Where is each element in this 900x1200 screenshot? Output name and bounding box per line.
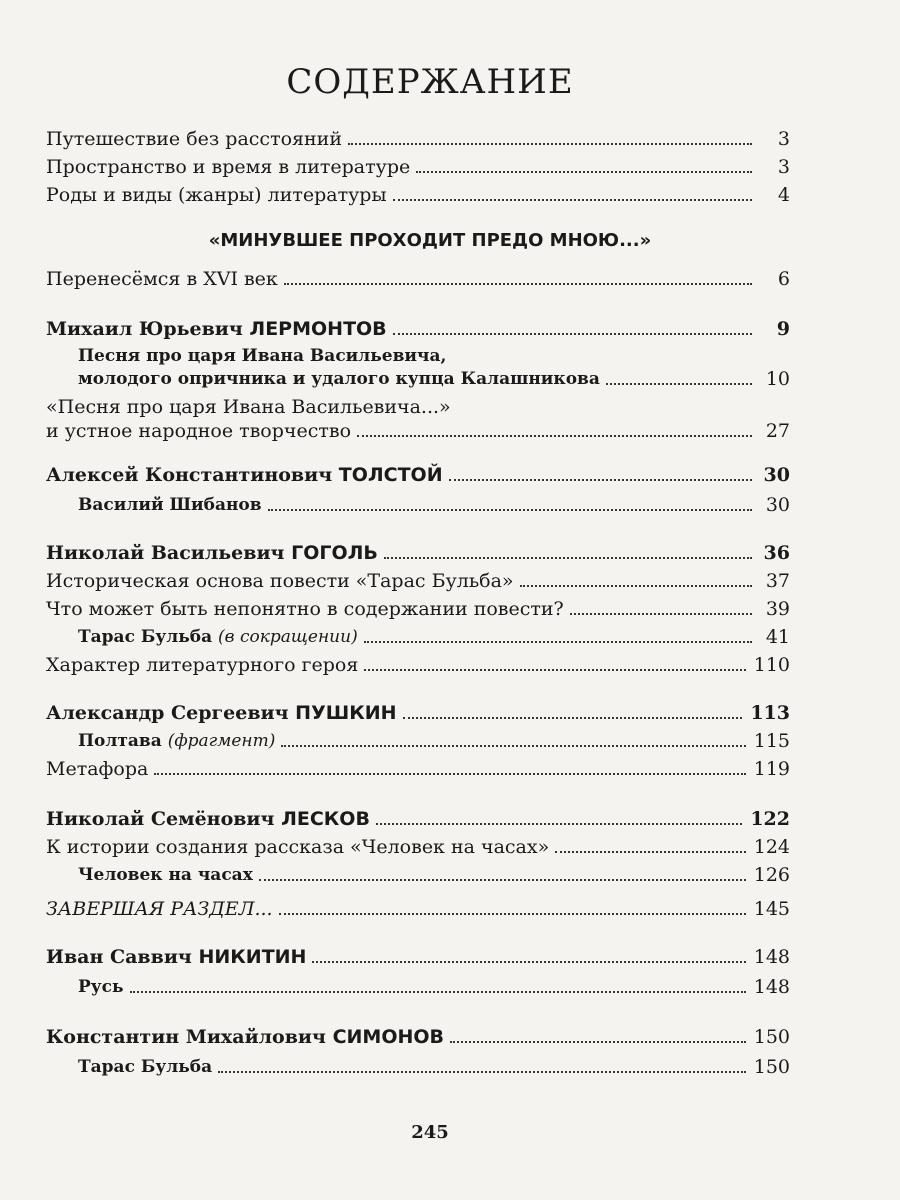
pesnya-folk-line1: «Песня про царя Ивана Васильевича...» xyxy=(46,396,451,418)
entry-note: (фрагмент) xyxy=(167,731,276,751)
leader-dots xyxy=(570,613,752,615)
entry-page: 126 xyxy=(753,864,790,886)
leader-dots xyxy=(259,879,746,881)
author-surname: СИМОНОВ xyxy=(332,1026,445,1048)
author-name: Константин Михайлович xyxy=(46,1026,326,1048)
leader-dots xyxy=(279,913,746,915)
entry-page: 122 xyxy=(750,808,790,830)
author-surname: ЛЕРМОНТОВ xyxy=(249,318,387,340)
entry-label: Историческая основа повести «Тарас Бульба» xyxy=(46,570,514,592)
toc-entry-finishing-section[interactable] xyxy=(46,898,790,920)
leader-dots xyxy=(364,641,752,643)
entry-page: 145 xyxy=(753,898,790,920)
entry-label: К истории создания рассказа «Человек на часах» xyxy=(46,836,550,858)
entry-label: молодого опричника и удалого купца Калашникова xyxy=(78,369,600,389)
entry-page: 41 xyxy=(765,626,790,648)
entry-label: Что может быть непонятно в содержании повести? xyxy=(46,598,564,620)
entry-page: 113 xyxy=(750,702,790,724)
toc-author-leskov[interactable] xyxy=(46,808,790,830)
entry-page: 6 xyxy=(777,268,790,290)
toc-entry-poltava[interactable] xyxy=(78,730,790,752)
leader-dots xyxy=(393,199,752,201)
entry-page: 36 xyxy=(763,542,790,564)
entry-page: 4 xyxy=(777,184,790,206)
entry-page: 110 xyxy=(753,654,790,676)
leader-dots xyxy=(281,745,745,747)
toc-entry-man-on-watch[interactable] xyxy=(78,864,790,886)
entry-page: 30 xyxy=(763,464,790,486)
section-heading: «МИНУВШЕЕ ПРОХОДИТ ПРЕДО МНОЮ...» xyxy=(208,230,652,251)
leader-dots xyxy=(130,991,746,993)
author-surname: ПУШКИН xyxy=(295,702,397,724)
author-name: Алексей Константинович xyxy=(46,464,333,486)
toc-entry-genres[interactable] xyxy=(46,184,790,206)
toc-author-simonov[interactable] xyxy=(46,1026,790,1048)
author-name: Михаил Юрьевич xyxy=(46,318,243,340)
toc-entry-taras-bulba[interactable] xyxy=(78,626,790,648)
toc-entry-travel[interactable] xyxy=(46,128,790,150)
entry-page: 30 xyxy=(765,494,790,516)
leader-dots xyxy=(416,171,752,173)
leader-dots xyxy=(393,333,752,335)
toc-entry-story-history[interactable] xyxy=(46,836,790,858)
toc-entry-rus[interactable] xyxy=(78,976,790,998)
toc-entry-pesnya[interactable] xyxy=(78,368,790,390)
entry-page: 10 xyxy=(765,368,790,390)
entry-page: 37 xyxy=(765,570,790,592)
toc-entry-shibanov[interactable] xyxy=(78,494,790,516)
entry-label: и устное народное творчество xyxy=(46,420,352,442)
leader-dots xyxy=(268,509,752,511)
entry-page: 9 xyxy=(776,318,790,340)
toc-author-nikitin[interactable] xyxy=(46,946,790,968)
leader-dots xyxy=(357,435,752,437)
entry-page: 150 xyxy=(753,1026,790,1048)
author-surname: ТОЛСТОЙ xyxy=(338,464,443,486)
leader-dots xyxy=(218,1071,746,1073)
entry-label: Характер литературного героя xyxy=(46,654,359,676)
pesnya-title-line1: Песня про царя Ивана Васильевича, xyxy=(78,346,447,366)
entry-page: 148 xyxy=(753,946,790,968)
author-surname: ЛЕСКОВ xyxy=(281,808,370,830)
leader-dots xyxy=(520,585,752,587)
toc-entry-space-time[interactable] xyxy=(46,156,790,178)
toc-entry-taras-poem[interactable] xyxy=(78,1056,790,1078)
leader-dots xyxy=(450,1041,746,1043)
author-surname: ГОГОЛЬ xyxy=(291,542,378,564)
toc-author-gogol[interactable] xyxy=(46,542,790,564)
leader-dots xyxy=(376,823,742,825)
entry-note: (в сокращении) xyxy=(218,627,358,647)
toc-entry-metaphor[interactable] xyxy=(46,758,790,780)
leader-dots xyxy=(384,557,752,559)
toc-entry-character[interactable] xyxy=(46,654,790,676)
author-name: Николай Семёнович xyxy=(46,808,275,830)
toc-entry-xvi-century[interactable] xyxy=(46,268,790,290)
entry-label: Тарас Бульба xyxy=(78,1057,213,1077)
author-surname: НИКИТИН xyxy=(198,946,307,968)
entry-label: Перенесёмся в XVI век xyxy=(46,268,278,290)
author-name: Александр Сергеевич xyxy=(46,702,289,724)
entry-label: Человек на часах xyxy=(78,865,253,885)
entry-label: Путешествие без расстояний xyxy=(46,128,342,150)
toc-author-pushkin[interactable] xyxy=(46,702,790,724)
leader-dots xyxy=(154,773,745,775)
entry-page: 3 xyxy=(777,128,790,150)
entry-label: Метафора xyxy=(46,758,149,780)
leader-dots xyxy=(449,479,752,481)
toc-author-lermontov[interactable] xyxy=(46,318,790,340)
entry-label: Полтава xyxy=(78,731,162,751)
entry-page: 3 xyxy=(777,156,790,178)
author-name: Николай Васильевич xyxy=(46,542,285,564)
page-title: СОДЕРЖАНИЕ xyxy=(286,62,574,102)
entry-label: ЗАВЕРШАЯ РАЗДЕЛ... xyxy=(46,898,273,920)
leader-dots xyxy=(348,143,752,145)
entry-page: 119 xyxy=(753,758,790,780)
entry-label: Русь xyxy=(78,977,124,997)
leader-dots xyxy=(312,961,745,963)
entry-label: Василий Шибанов xyxy=(78,495,262,515)
page-number: 245 xyxy=(411,1122,449,1143)
leader-dots xyxy=(364,669,745,671)
toc-entry-historical[interactable] xyxy=(46,570,790,592)
entry-page: 115 xyxy=(753,730,790,752)
entry-page: 124 xyxy=(753,836,790,858)
leader-dots xyxy=(606,383,752,385)
leader-dots xyxy=(284,283,752,285)
leader-dots xyxy=(555,851,746,853)
entry-label: Пространство и время в литературе xyxy=(46,156,411,178)
entry-page: 27 xyxy=(765,420,790,442)
entry-page: 39 xyxy=(765,598,790,620)
author-name: Иван Саввич xyxy=(46,946,192,968)
entry-label: Тарас Бульба xyxy=(78,627,213,647)
toc-entry-unclear[interactable] xyxy=(46,598,790,620)
leader-dots xyxy=(403,717,743,719)
toc-author-tolstoy[interactable] xyxy=(46,464,790,486)
entry-page: 150 xyxy=(753,1056,790,1078)
entry-page: 148 xyxy=(753,976,790,998)
entry-label: Роды и виды (жанры) литературы xyxy=(46,184,387,206)
toc-entry-pesnya-folk[interactable] xyxy=(46,420,790,442)
